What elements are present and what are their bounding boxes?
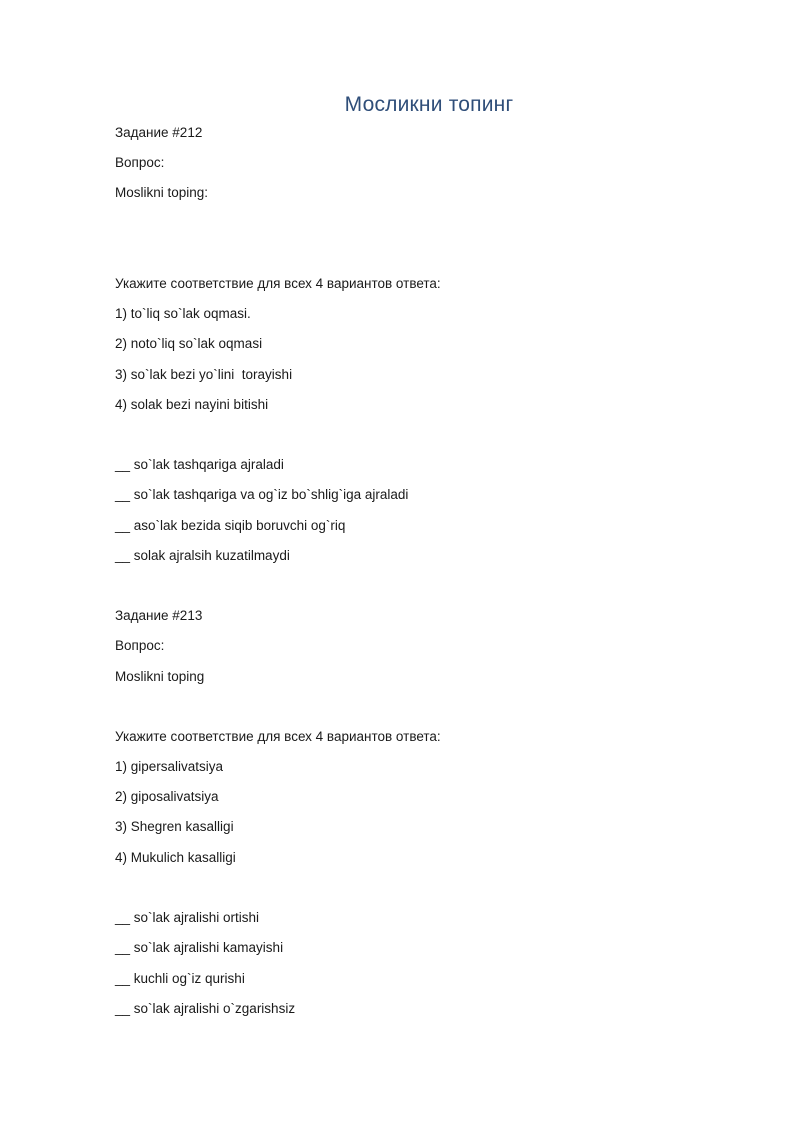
document-title: Мосликни топинг <box>344 93 514 116</box>
task-212-match-1: __ so`lak tashqariga ajraladi <box>115 457 284 472</box>
task-213-option-1: 1) gipersalivatsiya <box>115 759 224 774</box>
task-212-match-4: __ solak ajralsih kuzatilmaydi <box>115 548 290 563</box>
task-212-option-3: 3) so`lak bezi yo`lini torayishi <box>115 367 293 382</box>
task-213-option-3: 3) Shegren kasalligi <box>115 819 234 834</box>
task-213-match-4: __ so`lak ajralishi o`zgarishsiz <box>115 1001 296 1016</box>
task-213-label: Задание #213 <box>115 608 203 623</box>
task-212-question-label: Вопрос: <box>115 155 165 170</box>
task-212-match-2: __ so`lak tashqariga va og`iz bo`shlig`iga ajraladi <box>115 487 409 502</box>
task-213-match-2: __ so`lak ajralishi kamayishi <box>115 940 284 955</box>
task-213-match-3: __ kuchli og`iz qurishi <box>115 971 245 986</box>
task-212-option-2: 2) noto`liq so`lak oqmasi <box>115 336 263 351</box>
task-212-option-1: 1) to`liq so`lak oqmasi. <box>115 306 251 321</box>
task-213-question-text: Moslikni toping <box>115 669 205 684</box>
task-213-option-4: 4) Mukulich kasalligi <box>115 850 236 865</box>
task-213-match-1: __ so`lak ajralishi ortishi <box>115 910 260 925</box>
task-213-option-2: 2) giposalivatsiya <box>115 789 219 804</box>
task-212-label: Задание #212 <box>115 125 203 140</box>
task-212-question-text: Moslikni toping: <box>115 185 209 200</box>
task-212-instruction: Укажите соответствие для всех 4 вариантов ответа: <box>115 276 441 291</box>
task-212-option-4: 4) solak bezi nayini bitishi <box>115 397 269 412</box>
task-212-match-3: __ aso`lak bezida siqib boruvchi og`riq <box>115 518 346 533</box>
task-213-instruction: Укажите соответствие для всех 4 вариантов ответа: <box>115 729 441 744</box>
task-213-question-label: Вопрос: <box>115 638 165 653</box>
